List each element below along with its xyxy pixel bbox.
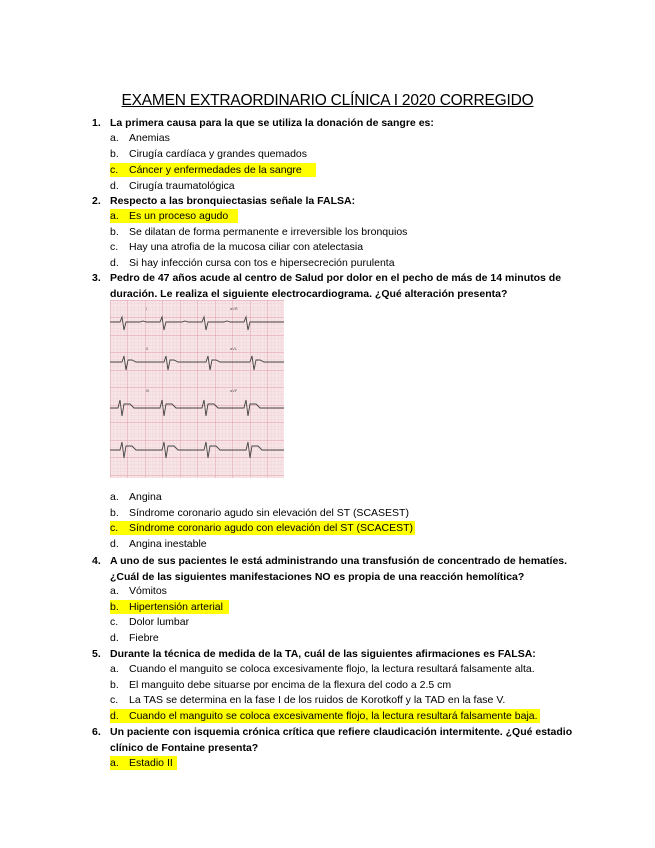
option-text: Estadio II (129, 757, 173, 769)
ecg-image (110, 300, 284, 478)
option-4c[interactable] (110, 615, 189, 629)
option-letter: b. (110, 148, 119, 160)
option-text: Cáncer y enfermedades de la sangre (129, 164, 302, 176)
option-1d[interactable] (110, 179, 235, 193)
option-text: Angina (129, 491, 162, 503)
question-number: 2. (92, 195, 101, 207)
option-text: Anemias (129, 132, 170, 144)
ecg-lead-label: aVF (230, 388, 238, 393)
option-5d-correct[interactable] (110, 709, 540, 723)
question-number: 1. (92, 117, 101, 129)
option-text: Fiebre (129, 632, 159, 644)
question-number: 6. (92, 726, 101, 738)
option-text: Síndrome coronario agudo con elevación del ST (SCACEST) (129, 522, 414, 534)
option-3d[interactable] (110, 537, 207, 551)
option-text: Cuando el manguito se coloca excesivamente flojo, la lectura resultará falsamente baja. (129, 710, 538, 722)
option-6a-correct[interactable] (110, 756, 177, 770)
option-text: La TAS se determina en la fase I de los ruidos de Korotkoff y la TAD en la fase V. (129, 694, 506, 706)
option-letter: a. (110, 757, 119, 769)
option-3a[interactable] (110, 490, 162, 504)
option-letter: c. (110, 694, 119, 706)
option-text: Se dilatan de forma permanente e irreversible los bronquios (129, 226, 408, 238)
option-letter: c. (110, 164, 119, 176)
option-text: Angina inestable (129, 538, 207, 550)
option-5b[interactable] (110, 678, 451, 692)
question-text-line1: Un paciente con isquemia crónica crítica que refiere claudicación intermitente. ¿Qué estadio (110, 726, 573, 738)
option-text: Cirugía traumatológica (129, 180, 235, 192)
question-text: La primera causa para la que se utiliza la donación de sangre es: (110, 117, 434, 129)
option-2a-correct[interactable] (110, 209, 238, 223)
option-1a[interactable] (110, 131, 170, 145)
option-letter: d. (110, 538, 119, 550)
option-4d[interactable] (110, 631, 159, 645)
question-number: 5. (92, 648, 101, 660)
option-2d[interactable] (110, 256, 395, 270)
option-3b[interactable] (110, 506, 409, 520)
option-letter: c. (110, 522, 119, 534)
question-text-line2: duración. Le realiza el siguiente electrocardiograma. ¿Qué alteración presenta? (110, 288, 508, 300)
question-number: 4. (92, 555, 101, 567)
option-letter: c. (110, 616, 119, 628)
option-text: El manguito debe situarse por encima de la flexura del codo a 2.5 cm (129, 679, 452, 691)
option-letter: b. (110, 601, 119, 613)
ecg-lead-label: aVL (230, 346, 238, 351)
option-letter: a. (110, 585, 119, 597)
option-text: Cuando el manguito se coloca excesivamente flojo, la lectura resultará falsamente alta. (129, 663, 535, 675)
option-text: Hipertensión arterial (129, 601, 223, 613)
question-text-line2: ¿Cuál de las siguientes manifestaciones NO es propia de una reacción hemolítica? (110, 571, 525, 583)
option-letter: a. (110, 491, 119, 503)
option-text: Vómitos (129, 585, 167, 597)
page-title: EXAMEN EXTRAORDINARIO CLÍNICA I 2020 CORREGIDO (121, 92, 534, 109)
option-5a[interactable] (110, 662, 535, 676)
option-1b[interactable] (110, 147, 307, 161)
option-text: Dolor lumbar (129, 616, 190, 628)
option-text: Hay una atrofia de la mucosa ciliar con atelectasia (129, 241, 364, 253)
ecg-lead-label: I (146, 306, 148, 311)
option-letter: a. (110, 210, 119, 222)
option-letter: d. (110, 257, 119, 269)
option-letter: a. (110, 663, 119, 675)
option-3c-correct[interactable] (110, 521, 415, 535)
option-letter: b. (110, 507, 119, 519)
option-letter: b. (110, 226, 119, 238)
option-text: Síndrome coronario agudo sin elevación del ST (SCASEST) (129, 507, 409, 519)
option-letter: a. (110, 132, 119, 144)
option-2b[interactable] (110, 225, 407, 239)
option-4a[interactable] (110, 584, 167, 598)
ecg-lead-label: aVR (230, 306, 238, 311)
question-text-line1: Pedro de 47 años acude al centro de Salud por dolor en el pecho de más de 14 minutos de (110, 272, 562, 284)
option-1c-correct[interactable] (110, 163, 316, 177)
option-letter: d. (110, 710, 119, 722)
option-letter: d. (110, 180, 119, 192)
ecg-lead-label: II (146, 346, 149, 351)
option-2c[interactable] (110, 240, 363, 254)
question-text: Durante la técnica de medida de la TA, cuál de las siguientes afirmaciones es FALSA: (110, 648, 536, 660)
question-text-line1: A uno de sus pacientes le está administrando una transfusión de concentrado de hematíes. (110, 555, 568, 567)
question-text: Respecto a las bronquiectasias señale la FALSA: (110, 195, 356, 207)
ecg-lead-label: III (146, 388, 150, 393)
option-text: Si hay infección cursa con tos e hipersecreción purulenta (129, 257, 395, 269)
option-text: Cirugía cardíaca y grandes quemados (129, 148, 308, 160)
question-text-line2: clínico de Fontaine presenta? (110, 742, 259, 754)
option-letter: d. (110, 632, 119, 644)
option-letter: b. (110, 679, 119, 691)
option-4b-correct[interactable] (110, 600, 229, 614)
option-5c[interactable] (110, 693, 505, 707)
option-letter: c. (110, 241, 119, 253)
question-number: 3. (92, 272, 101, 284)
option-text: Es un proceso agudo (129, 210, 229, 222)
